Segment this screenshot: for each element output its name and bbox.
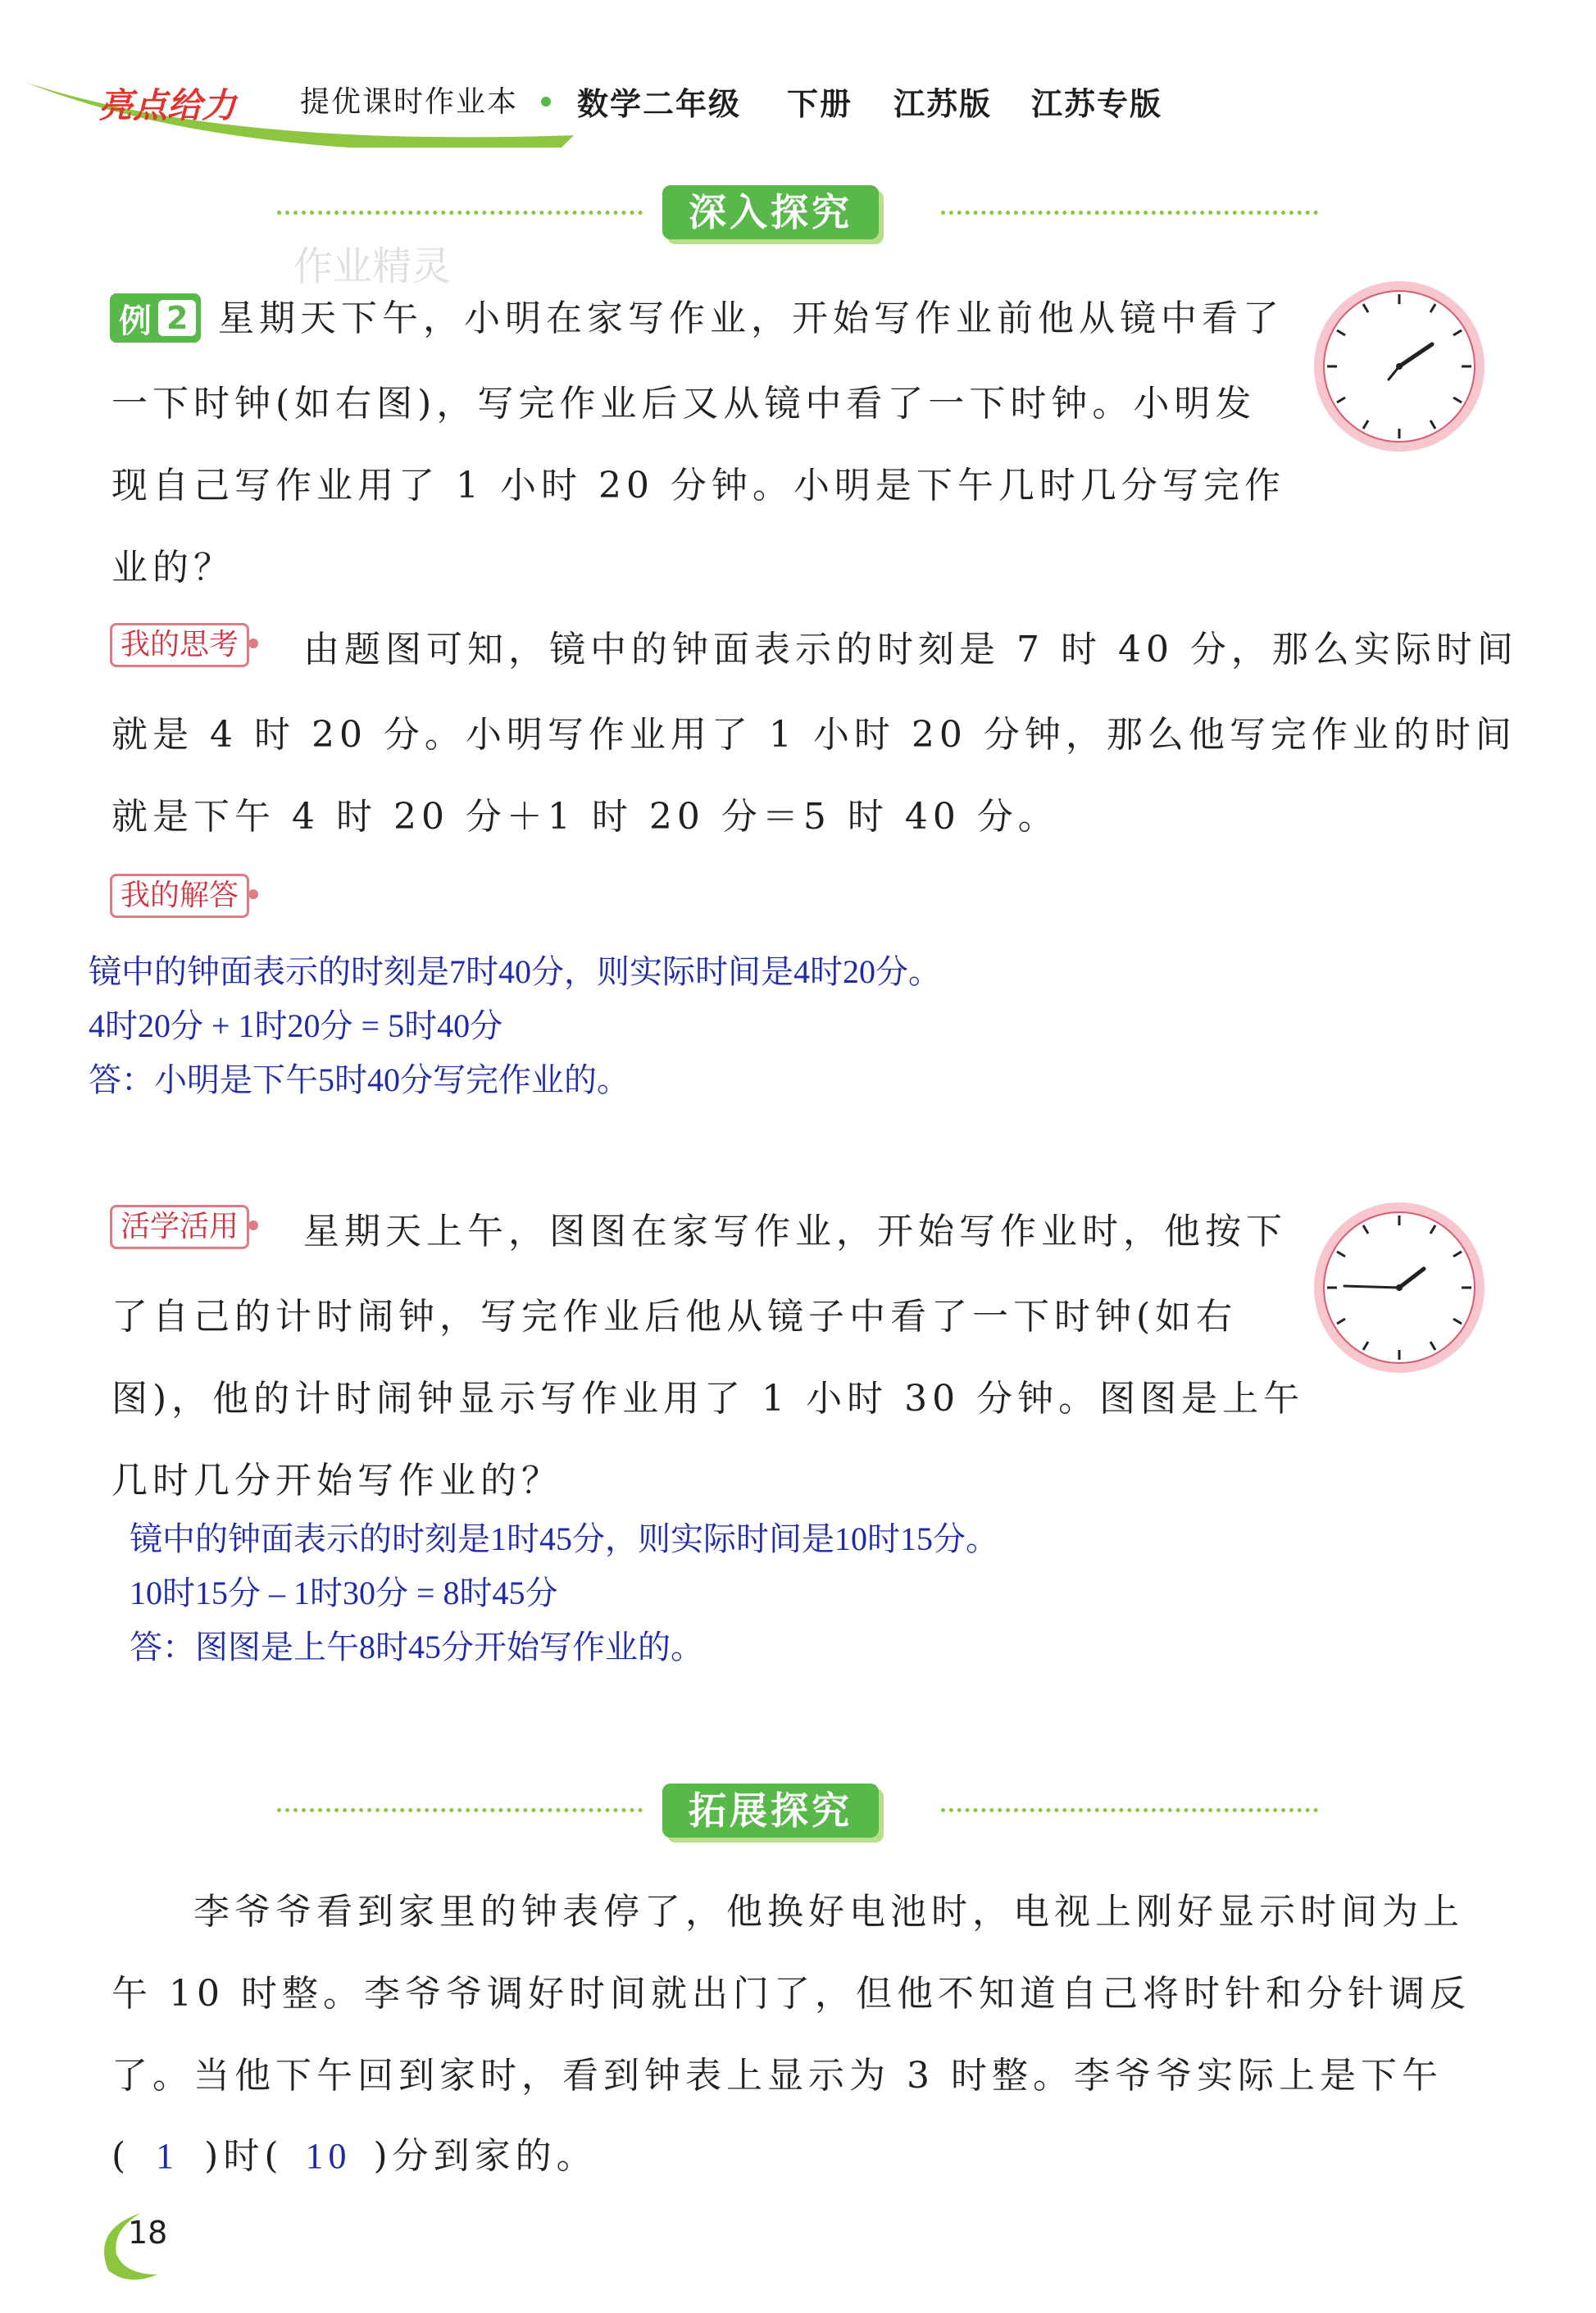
practice-line: 了自己的计时闹钟，写完作业后他从镜子中看了一下时钟(如右 bbox=[111, 1296, 1238, 1338]
section-title-extend: 拓展探究 bbox=[662, 1784, 879, 1838]
special-edition: 江苏专版 bbox=[1031, 86, 1163, 122]
think-label: 我的思考 bbox=[110, 623, 249, 667]
practice-line: 星期天上午，图图在家写作业，开始写作业时，他按下 bbox=[303, 1211, 1287, 1252]
practice-label: 活学活用 bbox=[110, 1205, 249, 1249]
example-line: 现自己写作业用了 1 小时 20 分钟。小明是下午几时几分写完作 bbox=[111, 465, 1285, 507]
divider-left bbox=[277, 211, 643, 215]
practice-line: 几时几分开始写作业的？ bbox=[111, 1460, 562, 1502]
extend-line: 午 10 时整。李爷爷调好时间就出门了，但他不知道自己将时针和分针调反 bbox=[111, 1973, 1471, 2015]
think-line: 就是 4 时 20 分。小明写作业用了 1 小时 20 分钟，那么他写完作业的时间 bbox=[111, 714, 1516, 756]
divider-left bbox=[277, 1808, 643, 1812]
example-line: 业的？ bbox=[111, 547, 234, 588]
practice-line: 图)，他的计时闹钟显示写作业用了 1 小时 30 分钟。图图是上午 bbox=[111, 1378, 1305, 1420]
practice-answer-line: 10时15分 – 1时30分 = 8时45分 bbox=[130, 1575, 558, 1611]
blank-mid: )时( bbox=[204, 2135, 284, 2177]
book-title: 提优课时作业本 bbox=[300, 85, 519, 119]
volume: 下册 bbox=[787, 86, 853, 122]
example-number: 2 bbox=[158, 300, 196, 336]
section-title-deep: 深入探究 bbox=[662, 185, 879, 239]
page-number: 18 bbox=[128, 2215, 168, 2251]
divider-right bbox=[941, 1808, 1318, 1812]
practice-answer-line: 镜中的钟面表示的时刻是1时45分，则实际时间是10时15分。 bbox=[130, 1520, 998, 1557]
practice-answer-line: 答：图图是上午8时45分开始写作业的。 bbox=[130, 1629, 703, 1665]
edition: 江苏版 bbox=[893, 86, 993, 122]
watermark: 作业精灵 bbox=[293, 243, 452, 289]
blank-open: ( bbox=[111, 2135, 131, 2177]
subject: 数学二年级 bbox=[577, 86, 742, 122]
fill-in-line bbox=[111, 2126, 598, 2179]
answer-line: 答：小明是下午5时40分写完作业的。 bbox=[89, 1061, 630, 1098]
think-line: 由题图可知，镜中的钟面表示的时刻是 7 时 40 分，那么实际时间 bbox=[303, 629, 1518, 670]
bullet-dot bbox=[541, 97, 551, 107]
brand-logo: 亮点给力 bbox=[98, 85, 237, 125]
extend-line: 了。当他下午回到家时，看到钟表上显示为 3 时整。李爷爷实际上是下午 bbox=[111, 2055, 1443, 2097]
divider-right bbox=[941, 211, 1318, 215]
extend-line: 李爷爷看到家里的钟表停了，他换好电池时，电视上刚好显示时间为上 bbox=[193, 1891, 1464, 1933]
example-line: 星期天下午，小明在家写作业，开始写作业前他从镜中看了 bbox=[218, 298, 1284, 339]
mirror-clock-icon bbox=[1310, 277, 1489, 456]
answer-line: 4时20分 + 1时20分 = 5时40分 bbox=[89, 1007, 503, 1044]
example-line: 一下时钟(如右图)，写完作业后又从镜中看了一下时钟。小明发 bbox=[111, 383, 1257, 425]
answer-label: 我的解答 bbox=[110, 874, 249, 918]
mirror-clock-icon bbox=[1310, 1198, 1489, 1377]
example-label-text: 例 bbox=[119, 302, 152, 340]
blank-hour[interactable]: 1 bbox=[156, 2136, 180, 2176]
think-line: 就是下午 4 时 20 分＋1 时 20 分＝5 时 40 分。 bbox=[111, 796, 1059, 838]
example-label bbox=[110, 293, 201, 343]
blank-close: )分到家的。 bbox=[373, 2135, 598, 2177]
answer-line: 镜中的钟面表示的时刻是7时40分，则实际时间是4时20分。 bbox=[89, 953, 941, 990]
blank-minute[interactable]: 10 bbox=[305, 2136, 352, 2176]
